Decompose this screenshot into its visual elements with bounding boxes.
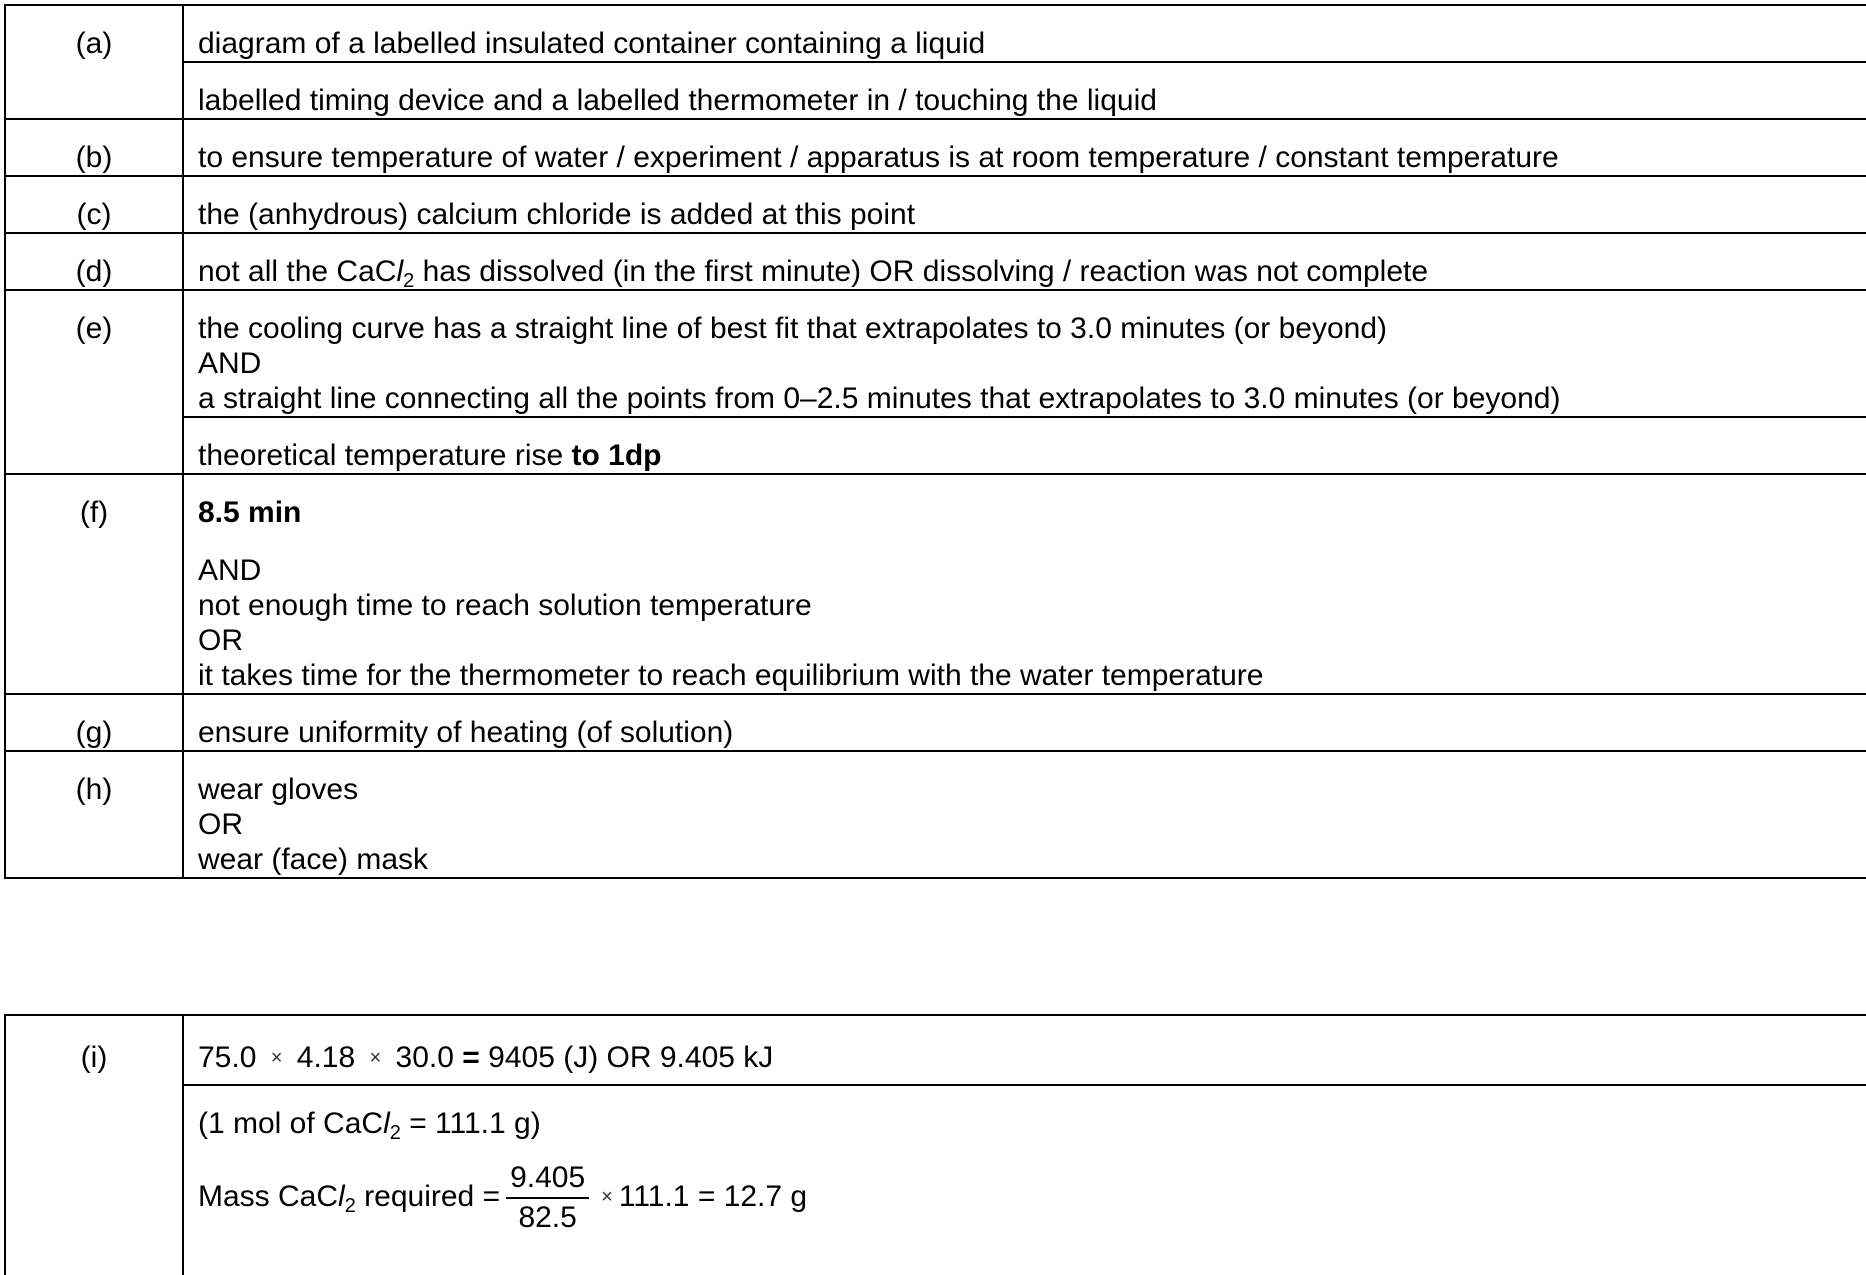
fraction-denominator: 82.5 <box>518 1201 577 1234</box>
question-label-h: (h) <box>5 751 183 878</box>
answer-e-2-plain: theoretical temperature rise <box>198 439 572 472</box>
mol-sub: 2 <box>389 1122 401 1144</box>
mol-line <box>198 1106 1866 1144</box>
question-label-g: (g) <box>5 694 183 751</box>
answer-d <box>183 233 1866 290</box>
calc-c: 30.0 <box>395 1041 454 1074</box>
question-label-e: (e) <box>5 290 183 474</box>
answer-e-2-bold: to 1dp <box>571 439 662 472</box>
answer-e-1 <box>183 290 1866 417</box>
answer-f-line-1: AND <box>198 554 262 587</box>
answer-f-bold: 8.5 min <box>198 496 302 529</box>
answer-d-post: has dissolved (in the first minute) OR dissolving / reaction was not complete <box>414 255 1429 288</box>
answer-i-mass <box>183 1085 1866 1275</box>
answer-e-line-2: AND <box>198 347 262 380</box>
table-row <box>5 694 1866 751</box>
answer-d-sub: 2 <box>403 270 415 292</box>
answer-f-line-3: OR <box>198 624 243 657</box>
table-row <box>5 417 1866 474</box>
equals-sign: = <box>462 1041 480 1074</box>
times-sign: × <box>601 1185 613 1208</box>
mass-line <box>198 1161 1866 1235</box>
table-row <box>5 1085 1866 1275</box>
calc-b: 4.18 <box>296 1041 356 1074</box>
answer-h <box>183 751 1866 878</box>
times-sign: × <box>270 1047 283 1069</box>
mol-post: = 111.1 g) <box>400 1107 541 1140</box>
times-sign: × <box>369 1047 382 1069</box>
table-row <box>5 119 1866 176</box>
question-label-i: (i) <box>5 1015 183 1275</box>
table-row <box>5 751 1866 878</box>
question-label-c: (c) <box>5 176 183 233</box>
answer-h-line-2: OR <box>198 808 243 841</box>
table-row <box>5 290 1866 417</box>
mass-pre: Mass CaC <box>198 1179 339 1213</box>
mass-mid: required = <box>355 1179 501 1213</box>
answer-f-line-2: not enough time to reach solution temperature <box>198 589 812 622</box>
mass-sub: 2 <box>344 1194 356 1217</box>
calc-result: 9405 (J) OR 9.405 kJ <box>488 1041 774 1074</box>
answer-a-2: labelled timing device and a labelled thermometer in / touching the liquid <box>183 62 1866 119</box>
fraction <box>506 1161 589 1235</box>
fraction-numerator: 9.405 <box>506 1161 589 1199</box>
mass-post: 111.1 = 12.7 g <box>618 1179 808 1213</box>
table-row <box>5 5 1866 62</box>
answer-d-italic: l <box>396 255 404 288</box>
answer-e-line-1: the cooling curve has a straight line of best fit that extrapolates to 3.0 minutes (or beyond) <box>198 312 1387 345</box>
answer-i-calc <box>183 1015 1866 1085</box>
answer-a-1: diagram of a labelled insulated container containing a liquid <box>183 5 1866 62</box>
mass-italic: l <box>338 1179 345 1213</box>
question-label-a: (a) <box>5 5 183 119</box>
mark-scheme-table-upper <box>4 4 1866 879</box>
mark-scheme-table-lower <box>4 1014 1866 1275</box>
answer-f <box>183 474 1866 694</box>
table-row <box>5 233 1866 290</box>
answer-c: the (anhydrous) calcium chloride is added at this point <box>183 176 1866 233</box>
question-label-f: (f) <box>5 474 183 694</box>
answer-d-pre: not all the CaC <box>198 255 397 288</box>
answer-h-line-3: wear (face) mask <box>198 843 429 876</box>
answer-b: to ensure temperature of water / experiment / apparatus is at room temperature / constant temperature <box>183 119 1866 176</box>
spacer <box>198 530 1866 553</box>
question-label-b: (b) <box>5 119 183 176</box>
answer-e-2 <box>183 417 1866 474</box>
calc-a: 75.0 <box>198 1041 257 1074</box>
answer-h-line-1: wear gloves <box>198 773 359 806</box>
answer-g: ensure uniformity of heating (of solution) <box>183 694 1866 751</box>
table-row <box>5 1015 1866 1085</box>
table-row <box>5 62 1866 119</box>
table-row <box>5 474 1866 694</box>
table-row <box>5 176 1866 233</box>
question-label-d: (d) <box>5 233 183 290</box>
answer-f-line-4: it takes time for the thermometer to reach equilibrium with the water temperature <box>198 659 1264 692</box>
mol-italic: l <box>383 1107 390 1140</box>
mol-pre: (1 mol of CaC <box>198 1107 384 1140</box>
answer-e-line-3: a straight line connecting all the points from 0–2.5 minutes that extrapolates to 3.0 minutes (or beyond) <box>198 382 1561 415</box>
